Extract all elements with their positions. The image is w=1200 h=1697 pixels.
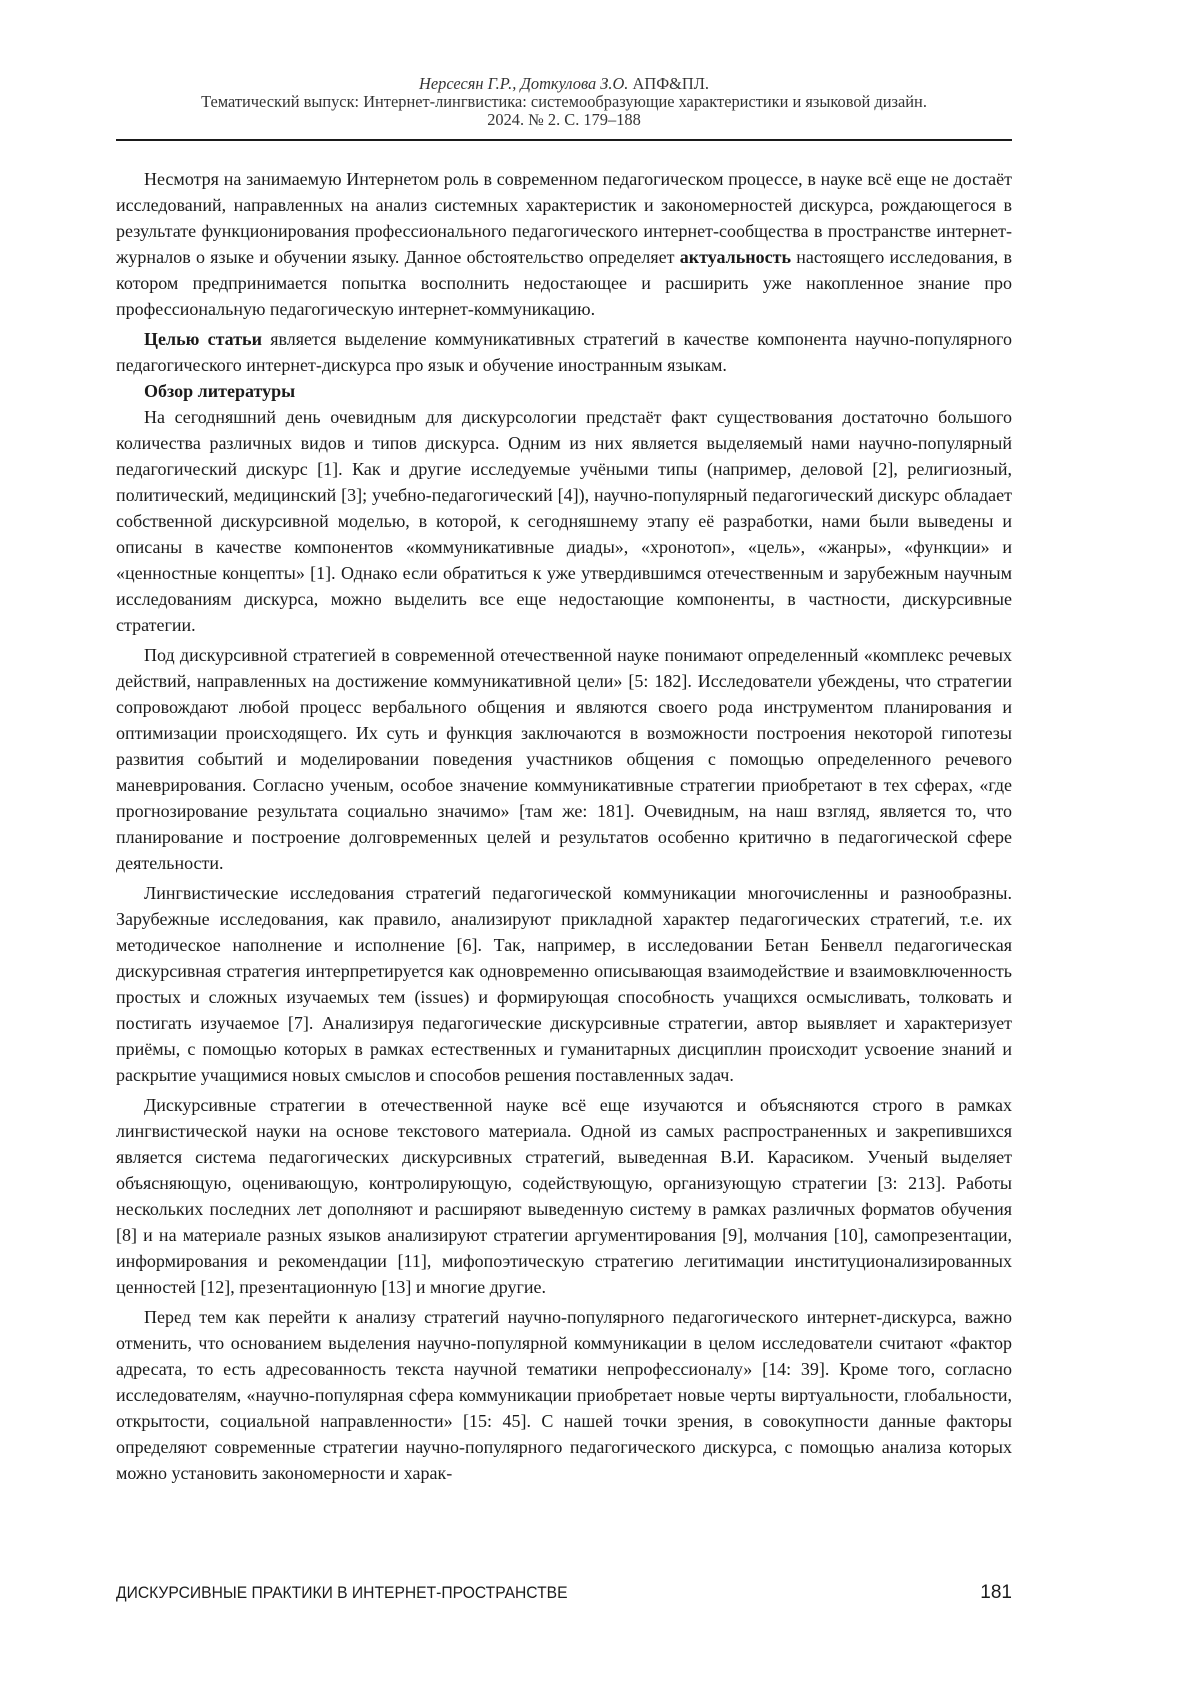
paragraph-text: настоящего исследования, в котором предпринимается попытка восполнить недостающее и расширить уже накопленное знание про профессиональную педагогическую интернет-коммуникацию. bbox=[116, 247, 1013, 319]
paragraph-goal bbox=[116, 326, 1012, 378]
paragraph-text: является выделение коммуникативных стратегий в качестве компонента научно-популярного педагогического интернет-дискурса про язык и обучение иностранным языкам. bbox=[116, 329, 1012, 375]
bold-term-goal: Целью статьи bbox=[144, 329, 262, 349]
header-rule bbox=[116, 139, 1012, 141]
paragraph-foreign-research: Лингвистические исследования стратегий педагогической коммуникации многочисленны и разнообразны. Зарубежные исследования, как правило, анализируют прикладной характер педагогических стратегий, т.е. их методическое наполнение и исполнение [6]. Так, например, в исследовании Бетан Бенвелл педагогическая дискурсивная стратегия интерпретируется как одновременно описывающая взаимодействие и взаимовключенность простых и сложных изучаемых тем (issues) и формирующая способность учащихся осмысливать, толковать и постигать изучаемое [7]. Анализируя педагогические дискурсивные стратегии, автор выявляет и характеризует приёмы, с помощью которых в рамках естественных и гуманитарных дисциплин происходит усвоение знаний и раскрытие учащимися новых смыслов и способов решения поставленных задач. bbox=[116, 883, 1012, 1085]
running-footer bbox=[116, 1582, 1012, 1604]
paragraph-relevance bbox=[116, 166, 1012, 322]
footer-journal-title: ДИСКУРСИВНЫЕ ПРАКТИКИ В ИНТЕРНЕТ-ПРОСТРАНСТВЕ bbox=[116, 1583, 568, 1602]
header-authors: Нерсесян Г.Р., Доткулова З.О. bbox=[419, 74, 629, 93]
header-citation: 2024. № 2. С. 179–188 bbox=[487, 110, 641, 129]
paragraph-text: Несмотря на занимаемую Интернетом роль в современном педагогическом процессе, в науке всё еще не достаёт исследований, направленных на анализ системных характеристик и закономерностей дискурса, рождающегося в результате функционирования профессионального педагогического интернет-сообщества в пространстве интернет-журналов о языке и обучении языку. Данное обстоятельство определяет bbox=[116, 169, 1012, 267]
header-journal-abbr: АПФ&ПЛ. bbox=[632, 74, 709, 93]
paragraph-domestic-research: Дискурсивные стратегии в отечественной науке всё еще изучаются и объясняются строго в рамках лингвистической науки на основе текстового материала. Одной из самых распространенных и закрепившихся является система педагогических дискурсивных стратегий, выведенная В.И. Карасиком. Ученый выделяет объясняющую, оценивающую, контролирующую, содействующую, организующую стратегии [3: 213]. Работы нескольких последних лет дополняют и расширяют выведенную систему в рамках различных форматов обучения [8] и на материале разных языков анализируют стратегии аргументирования [9], молчания [10], самопрезентации, информирования и рекомендации [11], мифопоэтическую стратегию легитимации институционализированных ценностей [12], презентационную [13] и многие другие. bbox=[116, 1095, 1012, 1297]
bold-term-relevance: актуальность bbox=[679, 247, 792, 267]
section-heading: Обзор литературы bbox=[144, 381, 296, 401]
paragraph-strategy-definition: Под дискурсивной стратегией в современной отечественной науке понимают определенный «комплекс речевых действий, направленных на достижение коммуникативной цели» [5: 182]. Исследователи убеждены, что стратегии сопровождают любой процесс вербального общения и являются своего рода инструментом планирования и оптимизации происходящего. Их суть и функция заключаются в возможности построения некоторой гипотезы развития событий и моделировании поведения участников общения с помощью определенного речевого маневрирования. Согласно ученым, особое значение коммуникативные стратегии приобретают в тех сферах, «где прогнозирование результата социально значимо» [там же: 181]. Очевидным, на наш взгляд, является то, что планирование и построение долговременных целей и результатов особенно критично в педагогической сфере деятельности. bbox=[116, 645, 1012, 873]
header-issue: Тематический выпуск: Интернет-лингвистика: системообразующие характеристики и языковой дизайн. bbox=[201, 92, 927, 111]
running-header bbox=[116, 75, 1012, 129]
paragraph-discourse-types: На сегодняшний день очевидным для дискурсологии предстаёт факт существования достаточно большого количества различных видов и типов дискурса. Одним из них является выделяемый нами научно-популярный педагогический дискурс [1]. Как и другие исследуемые учёными типы (например, деловой [2], религиозный, политический, медицинский [3]; учебно-педагогический [4]), научно-популярный педагогический дискурс обладает собственной дискурсивной моделью, в которой, к сегодняшнему этапу её разработки, нами были выведены и описаны в качестве компонентов «коммуникативные диады», «хронотоп», «цель», «жанры», «функции» и «ценностные концепты» [1]. Однако если обратиться к уже утвердившимся отечественным и зарубежным научным исследованиям дискурса, можно выделить все еще недостающие компоненты, в частности, дискурсивные стратегии. bbox=[116, 407, 1012, 635]
header-authors-line bbox=[116, 75, 1012, 93]
page-number: 181 bbox=[980, 1582, 1012, 1603]
paragraph-popular-science: Перед тем как перейти к анализу стратегий научно-популярного педагогического интернет-дискурса, важно отменить, что основанием выделения научно-популярной коммуникации в целом исследователи считают «фактор адресата, то есть адресованность текста научной тематики непрофессионалу» [14: 39]. Кроме того, согласно исследователям, «научно-популярная сфера коммуникации приобретает новые черты виртуальности, глобальности, открытости, социальной направленности» [15: 45]. С нашей точки зрения, в совокупности данные факторы определяют современные стратегии научно-популярного педагогического дискурса, с помощью анализа которых можно установить закономерности и харак- bbox=[116, 1307, 1012, 1483]
article-body bbox=[116, 166, 1012, 1486]
